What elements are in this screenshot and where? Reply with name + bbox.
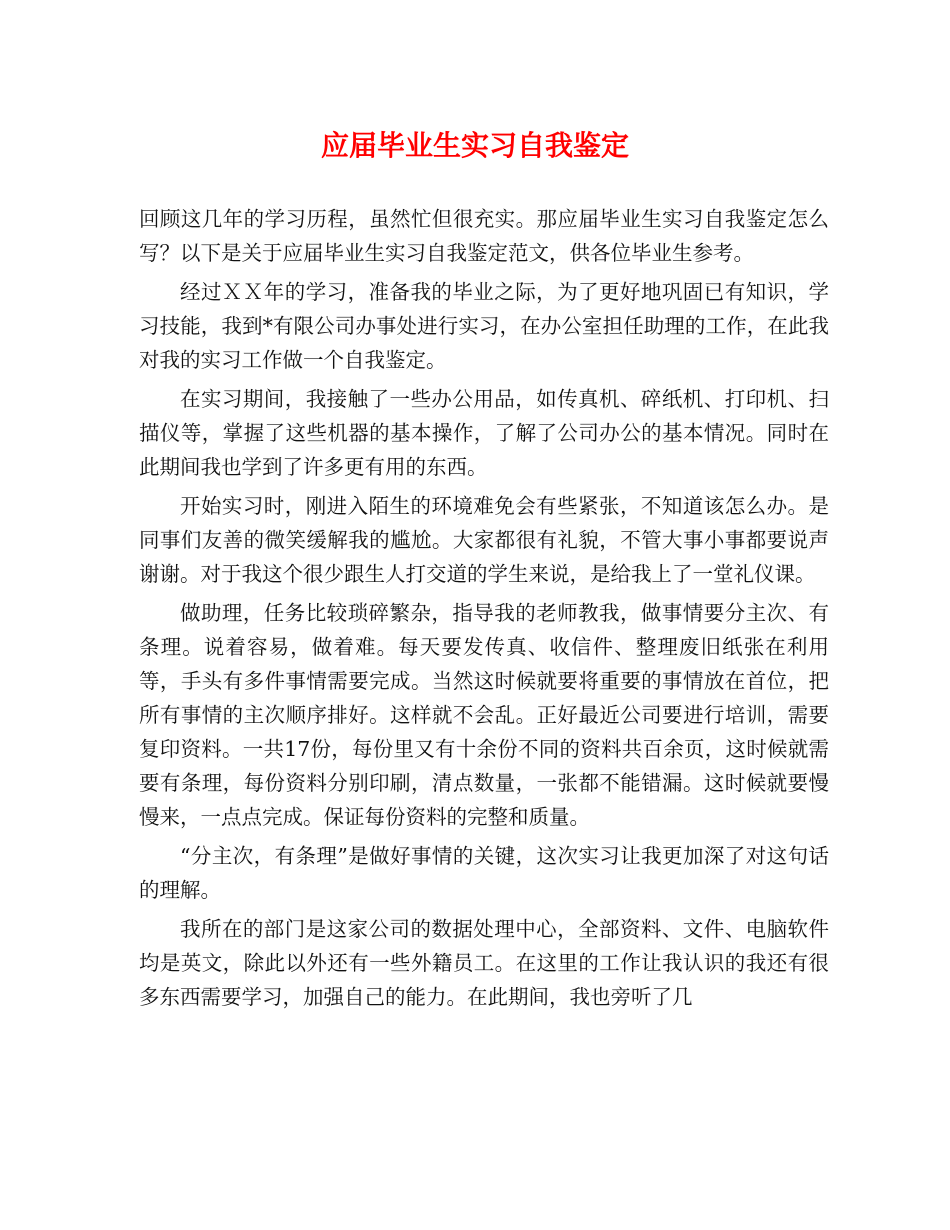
paragraph-department: 我所在的部门是这家公司的数据处理中心，全部资料、文件、电脑软件均是英文，除此以外还有一些外籍员工。在这里的工作让我认识的我还有很多东西需要学习，加强自己的能力。在此期间，我也旁听了几 (139, 917, 829, 1009)
paragraph-intro: 回顾这几年的学习历程，虽然忙但很充实。那应届毕业生实习自我鉴定怎么写？以下是关于应届毕业生实习自我鉴定范文，供各位毕业生参考。 (139, 207, 829, 265)
paragraph-assistant-work: 做助理，任务比较琐碎繁杂，指导我的老师教我，做事情要分主次、有条理。说着容易，做着难。每天要发传真、收信件、整理废旧纸张在利用等，手头有多件事情需要完成。当然这时候就要将重要的事情放在首位，把所有事情的主次顺序排好。这样就不会乱。正好最近公司要进行培训，需要复印资料。一共17份，每份里又有十余份不同的资料共百余页，这时候就需要有条理，每份资料分别印刷，清点数量，一张都不能错漏。这时候就要慢慢来，一点点完成。保证每份资料的完整和质量。 (139, 601, 829, 829)
paragraph-first-days: 开始实习时，刚进入陌生的环境难免会有些紧张，不知道该怎么办。是同事们友善的微笑缓解我的尴尬。大家都很有礼貌，不管大事小事都要说声谢谢。对于我这个很少跟生人打交道的学生来说，是给我上了一堂礼仪课。 (139, 494, 829, 586)
document-body (139, 202, 829, 1019)
paragraph-internship-purpose: 经过ＸＸ年的学习，准备我的毕业之际，为了更好地巩固已有知识，学习技能，我到*有限公司办事处进行实习，在办公室担任助理的工作，在此我对我的实习工作做一个自我鉴定。 (139, 280, 829, 372)
paragraph-key-lesson: “分主次，有条理”是做好事情的关键，这次实习让我更加深了对这句话的理解。 (139, 844, 829, 902)
document-title: 应届毕业生实习自我鉴定 (320, 129, 629, 162)
paragraph-office-equipment: 在实习期间，我接触了一些办公用品，如传真机、碎纸机、打印机、扫描仪等，掌握了这些机器的基本操作，了解了公司办公的基本情况。同时在此期间我也学到了许多更有用的东西。 (139, 387, 829, 479)
